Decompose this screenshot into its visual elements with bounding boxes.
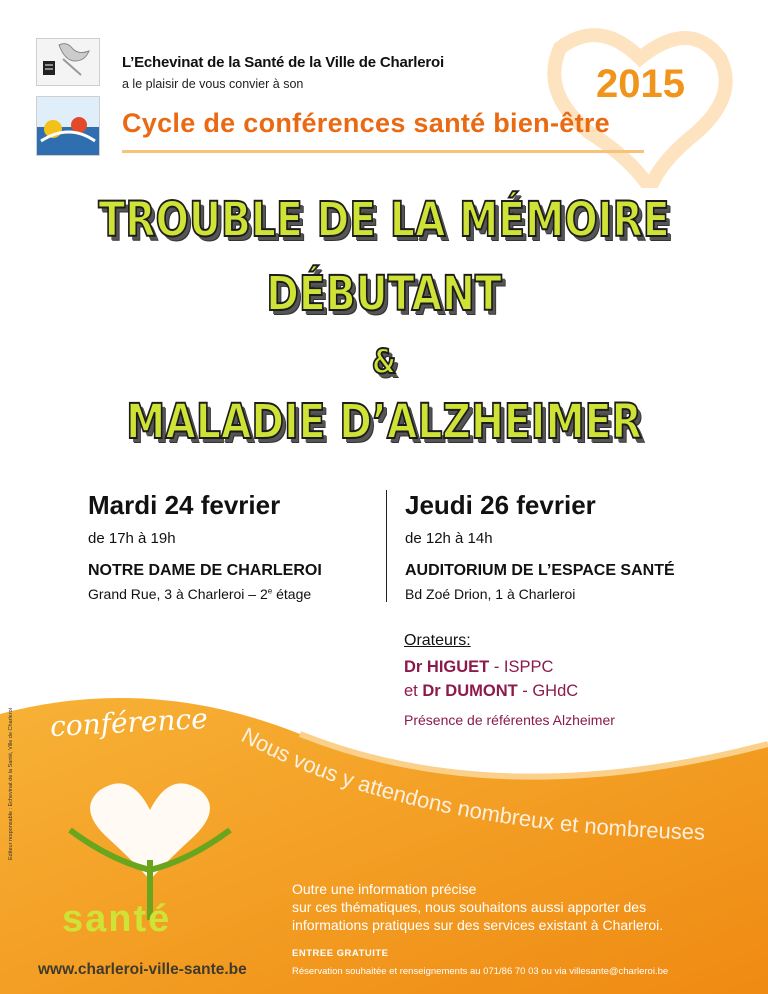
- invitation-subtitle: a le plaisir de vous convier à son: [122, 77, 304, 91]
- tagline-curve: [230, 720, 768, 870]
- session-1-date: Mardi 24 fevrier: [88, 490, 281, 520]
- headline-line-2: DÉBUTANT: [266, 266, 502, 322]
- sante-logo: [36, 96, 100, 156]
- reservation-info: Réservation souhaitée et renseignements au 071/86 70 03 ou via villesante@charleroi.be: [292, 966, 669, 977]
- session-1-place: NOTRE DAME DE CHARLEROI: [88, 562, 322, 579]
- headline-line-1: TROUBLE DE LA MÉMOIRE: [98, 192, 670, 248]
- speaker-1: Dr HIGUET - ISPPC: [404, 658, 554, 676]
- sessions-divider: [386, 490, 387, 602]
- session-1-address: Grand Rue, 3 à Charleroi – 2e étage: [88, 586, 312, 602]
- cycle-underline: [122, 150, 644, 153]
- headline-ampersand: &: [371, 342, 397, 382]
- publisher-credit: Editeur responsable : Echevinat de la Santé, Ville de Charleroi: [8, 708, 14, 860]
- city-crest-logo: [36, 38, 100, 86]
- svg-text:Nous vous y attendons nombreux: [238, 722, 706, 844]
- speakers-label: Orateurs:: [404, 632, 471, 649]
- session-2-time: de 12h à 14h: [405, 530, 493, 547]
- info-paragraph: Outre une information précise sur ces thématiques, nous souhaitons aussi apporter des informations pratiques sur des services existant à Charleroi.: [292, 881, 664, 933]
- organizer-title: L’Echevinat de la Santé de la Ville de Charleroi: [122, 54, 444, 71]
- website-link[interactable]: www.charleroi-ville-sante.be: [38, 961, 247, 978]
- session-1-time: de 17h à 19h: [88, 530, 176, 547]
- sante-word: santé: [62, 898, 172, 940]
- conference-word: conférence: [49, 701, 209, 744]
- presence-note: Présence de référentes Alzheimer: [404, 712, 615, 728]
- year-label: 2015: [596, 62, 685, 106]
- session-2-date: Jeudi 26 fevrier: [405, 490, 596, 520]
- session-2-place: AUDITORIUM DE L’ESPACE SANTÉ: [405, 562, 675, 579]
- cycle-title: Cycle de conférences santé bien-être: [122, 108, 610, 138]
- tagline-text: Nous vous y attendons nombreux et nombreuses: [237, 722, 706, 845]
- session-2-address: Bd Zoé Drion, 1 à Charleroi: [405, 586, 576, 602]
- headline-line-3: MALADIE D’ALZHEIMER: [126, 394, 642, 450]
- heart-flower-icon: [60, 740, 240, 920]
- speaker-2: et Dr DUMONT - GHdC: [404, 682, 579, 700]
- free-entry-label: ENTREE GRATUITE: [292, 948, 389, 959]
